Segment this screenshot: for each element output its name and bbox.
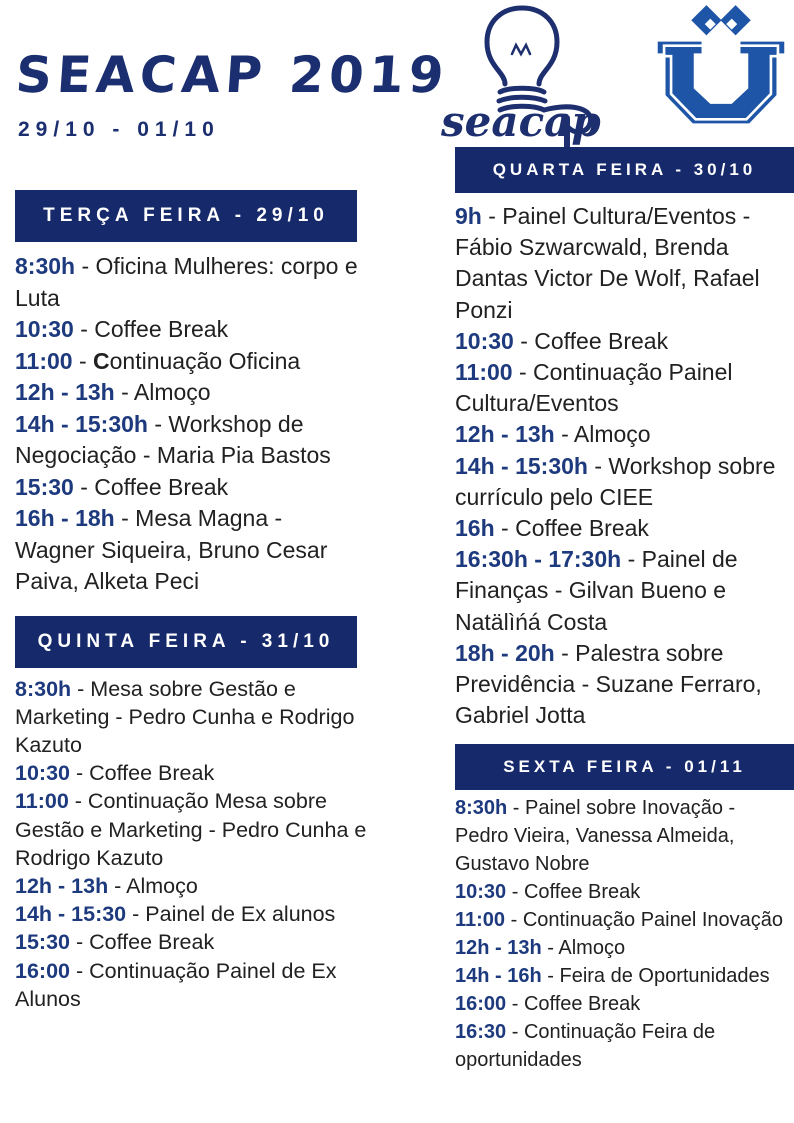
day-banner-friday: SEXTA FEIRA - 01/11 — [455, 744, 794, 790]
item-time: 11:00 — [455, 909, 506, 932]
item-description: Oficina Mulheres: corpo e Luta — [15, 253, 358, 311]
schedule-item: 16:00 - Continuação Painel de Ex Alunos — [15, 958, 337, 1011]
schedule-item: 14h - 15:30h - Workshop de Negociação - Maria Pia Bastos — [15, 410, 331, 468]
item-time: 10:30 — [455, 881, 507, 904]
item-description: Coffee Break — [94, 473, 229, 500]
item-description: Painel de Finanças - Gilvan Bueno e Natälìńá Costa — [455, 546, 738, 635]
event-date-range: 29/10 - 01/10 — [18, 118, 220, 141]
schedule-item: 12h - 13h - Almoço — [15, 873, 198, 898]
schedule-item: 11:00 - Continuação Painel Cultura/Eventos — [455, 359, 733, 417]
item-time: 18h - 20h — [455, 639, 555, 666]
schedule-item: 14h - 16h - Feira de Oportunidades — [455, 965, 770, 988]
schedule-item: 9h - Painel Cultura/Eventos - Fábio Szwarcwald, Brenda Dantas Victor De Wolf, Rafael Ponzi — [455, 203, 760, 323]
schedule-item: 15:30 - Coffee Break — [15, 473, 229, 500]
item-time: 16:30h - 17:30h — [455, 546, 622, 573]
item-description: Continuação Painel de Ex Alunos — [15, 958, 337, 1011]
u-letter-shape — [658, 42, 785, 124]
schedule-item: 11:00 - Continuação Painel Inovação — [455, 909, 784, 932]
schedule-item: 10:30 - Coffee Break — [15, 316, 229, 342]
right-column — [455, 147, 794, 1074]
section-thursday — [15, 616, 367, 1013]
item-description: Coffee Break — [94, 316, 229, 342]
item-description: Continuação Painel Cultura/Eventos — [455, 359, 733, 417]
schedule-item: 12h - 13h - Almoço — [455, 421, 651, 448]
schedule-item: 16h - Coffee Break — [455, 515, 649, 542]
item-time: 12h - 13h — [15, 873, 109, 898]
item-time: 12h - 13h — [455, 421, 555, 448]
item-description: Almoço — [133, 379, 211, 405]
schedule-item: 15:30 - Coffee Break — [15, 930, 215, 955]
day-banner-tuesday: TERÇA FEIRA - 29/10 — [15, 190, 357, 242]
item-description: Coffee Break — [534, 327, 669, 354]
unirio-university-logo — [648, 2, 794, 128]
section-friday — [455, 744, 794, 1074]
schedule-item: 16h - 18h - Mesa Magna - Wagner Siqueira, Bruno Cesar Paiva, Alketa Peci — [15, 505, 328, 594]
item-description: Coffee Break — [89, 761, 215, 786]
schedule-item: 12h - 13h - Almoço — [15, 379, 211, 405]
schedule-item: 16:00 - Coffee Break — [455, 993, 641, 1016]
item-description: Almoço — [573, 421, 651, 448]
section-tuesday — [15, 190, 367, 598]
schedule-list-tuesday — [15, 251, 367, 598]
item-description: Workshop de Negociação - Maria Pia Bastos — [15, 410, 331, 468]
day-banner-wednesday: QUARTA FEIRA - 30/10 — [455, 147, 794, 193]
item-description: Painel sobre Inovação - Pedro Vieira, Vanessa Almeida, Gustavo Nobre — [455, 797, 736, 876]
schedule-list-wednesday — [455, 201, 794, 731]
schedule-item: 14h - 15:30h - Workshop sobre currículo pelo CIEE — [455, 452, 776, 510]
item-time: 12h - 13h — [15, 379, 115, 405]
schedule-item: 8:30h - Painel sobre Inovação - Pedro Vieira, Vanessa Almeida, Gustavo Nobre — [455, 797, 736, 876]
item-description: Painel Cultura/Eventos - Fábio Szwarcwald, Brenda Dantas Victor De Wolf, Rafael Ponzi — [455, 203, 760, 323]
schedule-item: 18h - 20h - Palestra sobre Previdência - Suzane Ferraro, Gabriel Jotta — [455, 639, 762, 729]
seacap-logo-wordmark: seacap — [441, 97, 601, 146]
schedule-item: 8:30h - Oficina Mulheres: corpo e Luta — [15, 253, 358, 311]
item-description: Continuação Feira de oportunidades — [455, 1021, 716, 1072]
schedule-item: 11:00 - Continuação Mesa sobre Gestão e Marketing - Pedro Cunha e Rodrigo Kazuto — [15, 789, 367, 870]
item-description: Painel de Ex alunos — [145, 902, 336, 927]
item-time: 16:00 — [455, 993, 507, 1016]
item-time: 14h - 15:30h — [15, 410, 148, 437]
schedule-item: 12h - 13h - Almoço — [455, 937, 626, 960]
schedule-item: 10:30 - Coffee Break — [455, 327, 669, 354]
schedule-list-friday — [455, 794, 794, 1074]
seacap-lightbulb-logo — [437, 2, 607, 152]
schedule-item: 10:30 - Coffee Break — [455, 881, 641, 904]
item-time: 11:00 — [455, 359, 513, 386]
item-time: 11:00 — [15, 347, 73, 374]
day-banner-thursday: QUINTA FEIRA - 31/10 — [15, 616, 357, 668]
item-time: 10:30 — [15, 316, 74, 342]
section-wednesday — [455, 147, 794, 731]
item-time: 10:30 — [15, 761, 70, 786]
schedule-item: 16:30h - 17:30h - Painel de Finanças - Gilvan Bueno e Natälìńá Costa — [455, 546, 738, 635]
item-description: Coffee Break — [515, 515, 649, 542]
item-description: Continuação Mesa sobre Gestão e Marketing - Pedro Cunha e Rodrigo Kazuto — [15, 789, 367, 870]
item-time: 14h - 15:30 — [15, 902, 127, 927]
schedule-item: 8:30h - Mesa sobre Gestão e Marketing - Pedro Cunha e Rodrigo Kazuto — [15, 676, 355, 757]
item-time: 8:30h — [15, 676, 72, 701]
schedule-item: 10:30 - Coffee Break — [15, 761, 215, 786]
schedule-item: 16:30 - Continuação Feira de oportunidades — [455, 1021, 716, 1072]
item-description: Workshop sobre currículo pelo CIEE — [455, 452, 776, 510]
item-description: Coffee Break — [523, 993, 641, 1016]
item-time: 8:30h — [455, 797, 508, 820]
item-description: Continuação Oficina — [93, 347, 301, 374]
schedule-item: 11:00 - Continuação Oficina — [15, 347, 301, 374]
item-time: 15:30 — [15, 930, 70, 955]
item-time: 12h - 13h — [455, 937, 542, 960]
item-description: Coffee Break — [89, 930, 215, 955]
item-time: 16h - 18h — [15, 505, 115, 531]
item-description: Almoço — [126, 873, 198, 898]
item-time: 11:00 — [15, 789, 69, 814]
item-time: 16:30 — [455, 1021, 507, 1044]
item-time: 15:30 — [15, 473, 74, 500]
item-time: 16h — [455, 515, 495, 542]
item-time: 9h — [455, 203, 482, 229]
item-description: Almoço — [558, 937, 626, 960]
item-description: Feira de Oportunidades — [559, 965, 770, 988]
item-description: Coffee Break — [523, 881, 641, 904]
item-time: 14h - 16h — [455, 965, 542, 988]
schedule-item: 14h - 15:30 - Painel de Ex alunos — [15, 902, 336, 927]
item-description: Palestra sobre Previdência - Suzane Ferraro, Gabriel Jotta — [455, 639, 762, 729]
item-description: Mesa sobre Gestão e Marketing - Pedro Cunha e Rodrigo Kazuto — [15, 676, 355, 757]
page-title: SEACAP 2019 — [13, 46, 451, 104]
item-description: Mesa Magna - Wagner Siqueira, Bruno Cesar Paiva, Alketa Peci — [15, 505, 328, 594]
schedule-list-thursday — [15, 675, 367, 1013]
left-column — [15, 190, 367, 1013]
item-time: 10:30 — [455, 327, 514, 354]
item-description: Continuação Painel Inovação — [522, 909, 784, 932]
item-time: 16:00 — [15, 958, 70, 983]
item-time: 14h - 15:30h — [455, 452, 588, 479]
item-time: 8:30h — [15, 253, 76, 279]
